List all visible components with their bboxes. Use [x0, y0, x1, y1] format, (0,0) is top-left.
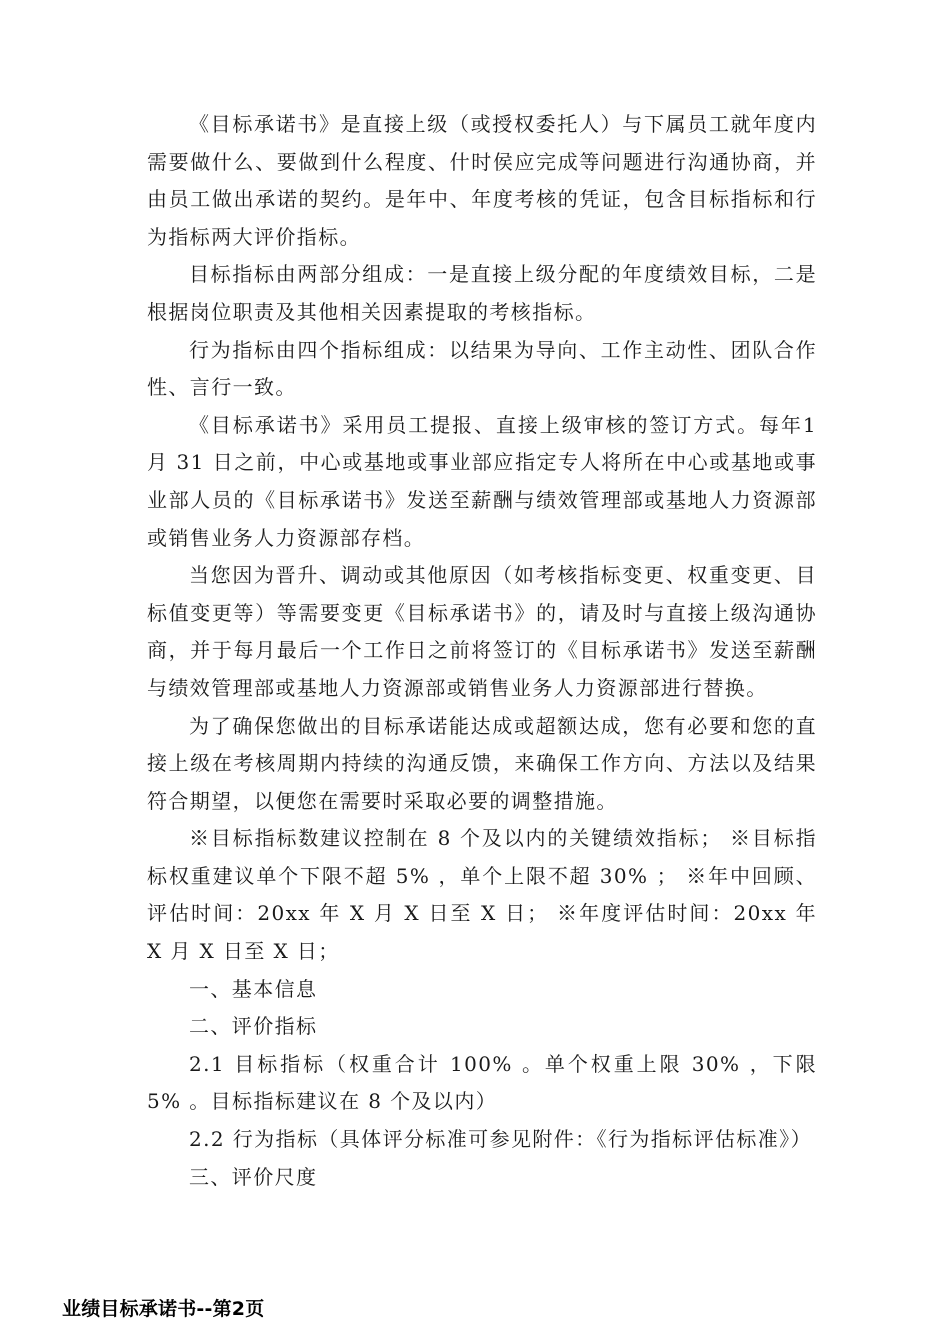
page-footer: 业绩目标承诺书--第2页	[62, 1298, 265, 1320]
item-target-indicators: 2.1 目标指标（权重合计 100% 。单个权重上限 30% ，下限 5% 。目标指标建议在 8 个及以内）	[147, 1051, 817, 1114]
paragraph-behavior-indicators: 行为指标由四个指标组成：以结果为导向、工作主动性、团队合作性、言行一致。	[147, 337, 817, 400]
document-body	[147, 106, 817, 1196]
paragraph-intro: 《目标承诺书》是直接上级（或授权委托人）与下属员工就年度内需要做什么、要做到什么程度、什时侯应完成等问题进行沟通协商，并由员工做出承诺的契约。是年中、年度考核的凭证，包含目标指标和行为指标两大评价指标。	[147, 112, 817, 249]
section-heading-evaluation-indicators: 二、评价指标	[189, 1014, 318, 1039]
item-behavior-indicators: 2.2 行为指标（具体评分标准可参见附件：《行为指标评估标准》）	[189, 1127, 812, 1152]
section-heading-evaluation-scale: 三、评价尺度	[189, 1164, 318, 1189]
paragraph-communication: 为了确保您做出的目标承诺能达成或超额达成，您有必要和您的直接上级在考核周期内持续的沟通反馈，来确保工作方向、方法以及结果符合期望，以便您在需要时采取必要的调整措施。	[147, 713, 817, 813]
paragraph-target-indicators: 目标指标由两部分组成：一是直接上级分配的年度绩效目标，二是根据岗位职责及其他相关因素提取的考核指标。	[147, 262, 817, 324]
section-heading-basic-info: 一、基本信息	[189, 976, 318, 1001]
paragraph-signing-method: 《目标承诺书》采用员工提报、直接上级审核的签订方式。每年1月 31 日之前，中心或基地或事业部应指定专人将所在中心或基地或事业部人员的《目标承诺书》发送至薪酬与绩效管理部或基地人力资源部或销售业务人力资源部存档。	[147, 412, 817, 550]
paragraph-change-procedure: 当您因为晋升、调动或其他原因（如考核指标变更、权重变更、目标值变更等）等需要变更《目标承诺书》的，请及时与直接上级沟通协商，并于每月最后一个工作日之前将签订的《目标承诺书》发送至薪酬与绩效管理部或基地人力资源部或销售业务人力资源部进行替换。	[147, 563, 817, 700]
paragraph-notes: ※目标指标数建议控制在 8 个及以内的关键绩效指标； ※目标指标权重建议单个下限不超 5% ，单个上限不超 30% ； ※年中回顾、评估时间：20xx 年 X 月 X 日至 X 日； ※年度评估时间：20xx 年 X 月 X 日至 X 日；	[147, 826, 817, 964]
